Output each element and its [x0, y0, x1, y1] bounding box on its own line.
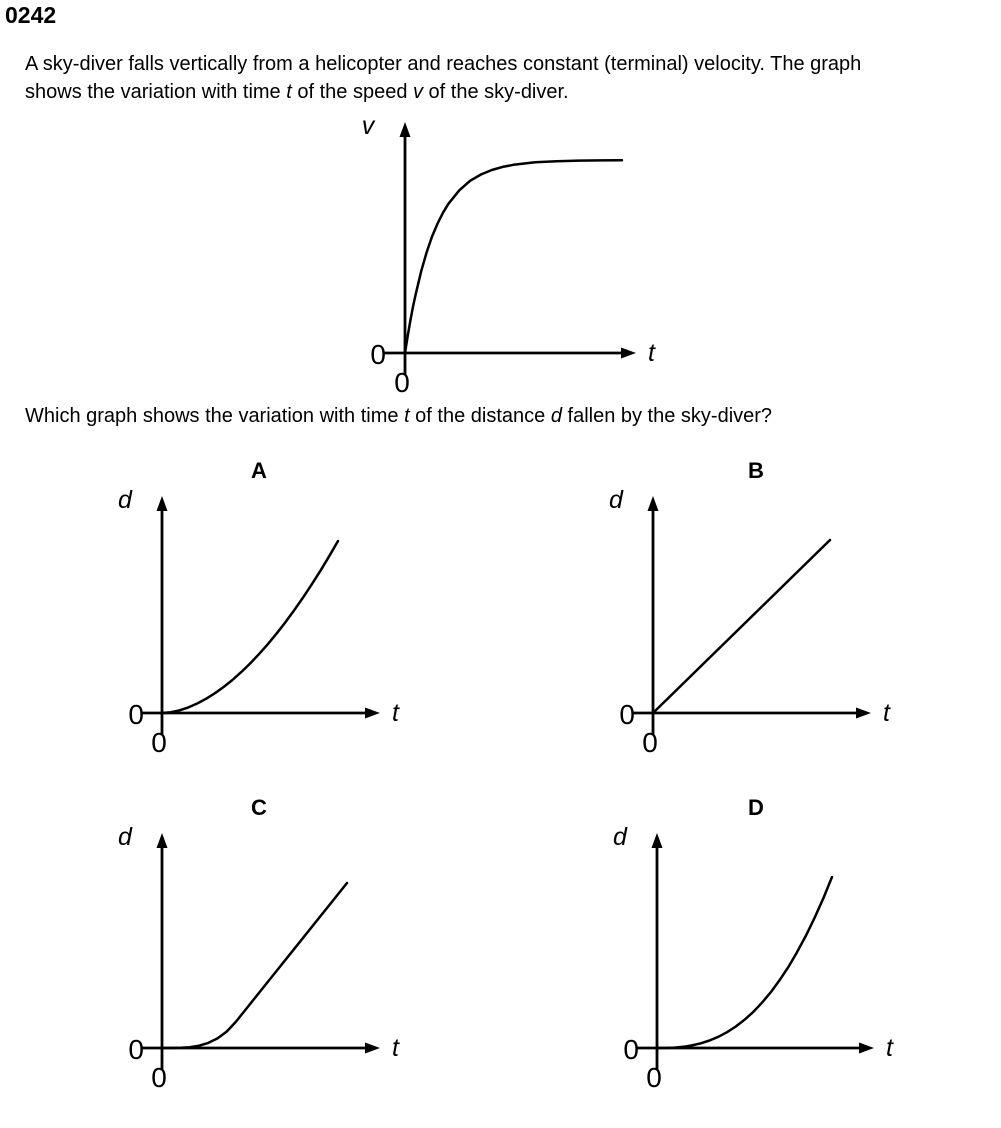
- option-letter: C: [251, 795, 267, 820]
- y-axis-arrowhead-icon: [648, 496, 659, 511]
- data-curve: [162, 541, 338, 713]
- origin-zero-bottom: 0: [394, 367, 410, 398]
- text-segment: shows the variation with time: [25, 80, 287, 103]
- option-graph-a: [95, 448, 430, 760]
- option-letter: A: [251, 458, 267, 483]
- data-curve: [405, 160, 622, 353]
- data-curve: [162, 883, 347, 1048]
- italic-variable: t: [404, 405, 410, 427]
- origin-zero-left: 0: [619, 699, 635, 730]
- italic-variable: d: [550, 405, 562, 427]
- y-axis-arrowhead-icon: [652, 833, 663, 848]
- x-axis-arrowhead-icon: [621, 348, 636, 359]
- x-axis-label: t: [883, 699, 890, 727]
- question-intro: [25, 51, 995, 106]
- y-axis-label: d: [613, 823, 627, 851]
- x-axis-label: t: [392, 1034, 399, 1062]
- y-axis-arrowhead-icon: [400, 122, 411, 137]
- x-axis-arrowhead-icon: [365, 708, 380, 719]
- text-segment: of the distance: [409, 405, 551, 427]
- origin-zero-left: 0: [370, 339, 386, 370]
- text-segment: fallen by the sky-diver?: [561, 405, 773, 427]
- text-segment: A sky-diver falls vertically from a helicopter and reaches constant (terminal) velocity. The graph: [25, 53, 862, 75]
- x-axis-label: t: [392, 699, 399, 727]
- data-curve: [653, 540, 830, 713]
- option-graph-b: [580, 448, 920, 760]
- x-axis-arrowhead-icon: [856, 708, 871, 719]
- question-prompt: [25, 403, 995, 430]
- option-letter: B: [748, 458, 764, 483]
- option-letter: D: [748, 795, 764, 820]
- text-segment: of the speed: [291, 80, 413, 103]
- origin-zero-left: 0: [128, 699, 144, 730]
- origin-zero-left: 0: [623, 1034, 639, 1065]
- intro-line-1: [25, 51, 995, 79]
- text-segment: Which graph shows the variation with time: [25, 405, 405, 427]
- origin-zero-bottom: 0: [646, 1062, 662, 1093]
- y-axis-label: v: [361, 112, 375, 140]
- x-axis-label: t: [886, 1034, 893, 1062]
- origin-zero-bottom: 0: [642, 727, 658, 758]
- option-graph-c: [95, 783, 430, 1100]
- x-axis-label: t: [648, 339, 655, 367]
- origin-zero-left: 0: [128, 1034, 144, 1065]
- data-curve: [657, 877, 832, 1048]
- y-axis-label: d: [609, 486, 623, 514]
- origin-zero-bottom: 0: [151, 727, 167, 758]
- italic-variable: t: [286, 80, 292, 103]
- y-axis-label: d: [118, 486, 132, 514]
- origin-zero-bottom: 0: [151, 1062, 167, 1093]
- y-axis-arrowhead-icon: [157, 833, 168, 848]
- stimulus-graph-speed-vs-time: [330, 100, 695, 405]
- y-axis-arrowhead-icon: [157, 496, 168, 511]
- y-axis-label: d: [118, 823, 132, 851]
- question-number: 0242: [5, 2, 57, 28]
- italic-variable: v: [413, 80, 423, 103]
- x-axis-arrowhead-icon: [365, 1043, 380, 1054]
- text-segment: of the sky-diver.: [423, 80, 569, 103]
- x-axis-arrowhead-icon: [859, 1043, 874, 1054]
- option-graph-d: [580, 783, 920, 1100]
